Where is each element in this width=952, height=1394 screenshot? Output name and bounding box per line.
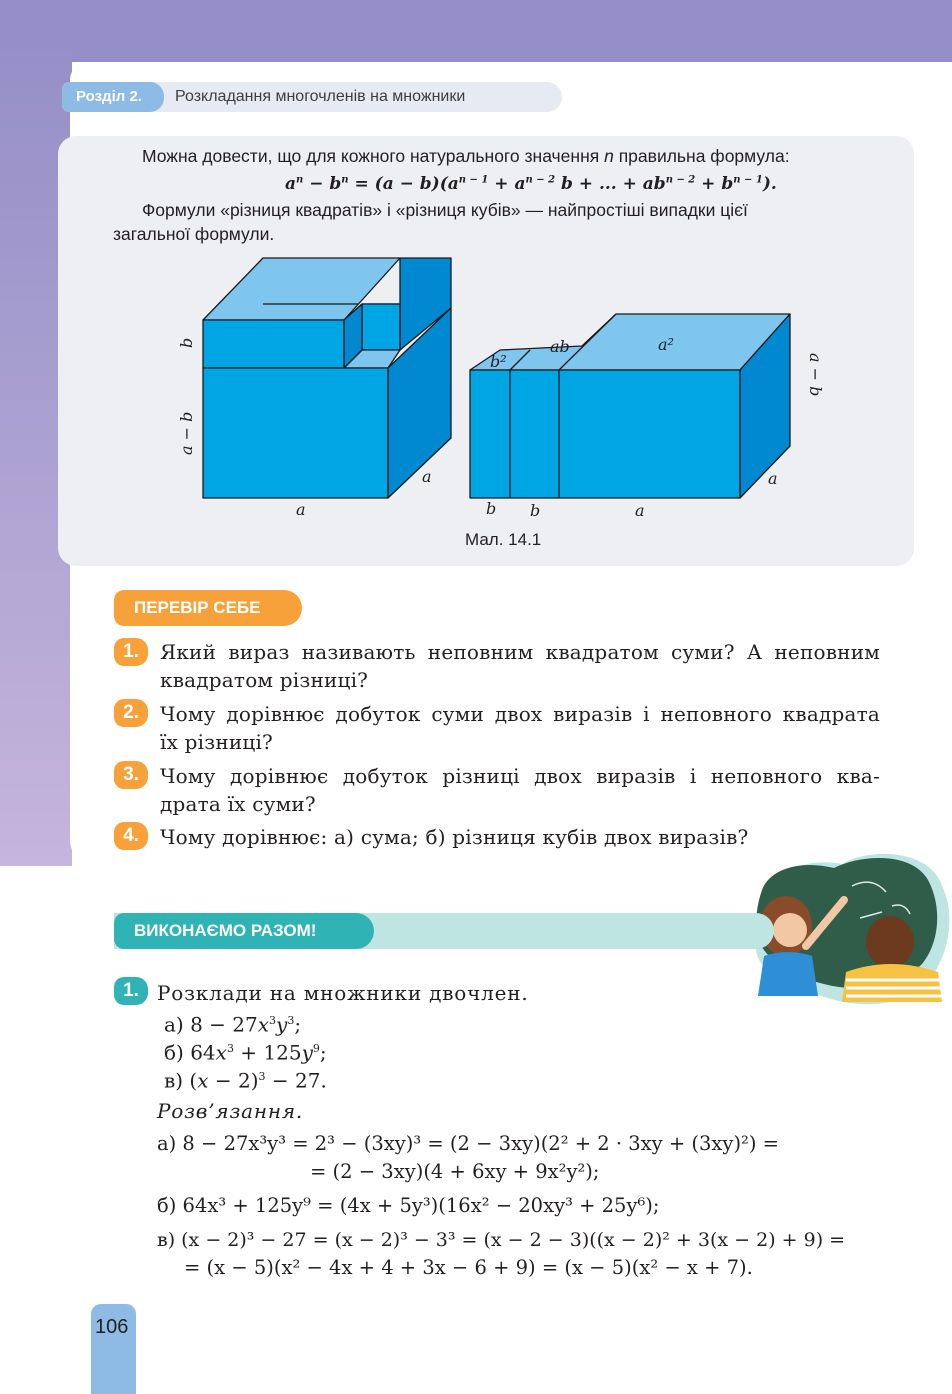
question-1: Який вираз називають неповним квадратом суми? А неповним квадратом різниці? <box>160 640 880 692</box>
left-label-a-bottom: a <box>296 500 306 519</box>
question-3: Чому дорівнює добуток різниці двох виразів і неповного ква- драта їх суми? <box>160 764 880 816</box>
task-1-number: 1. <box>114 977 148 1005</box>
task-1-text: Розклади на множники двочлен. <box>157 981 529 1005</box>
solution-a-line2: = (2 − 3xy)(4 + 6xy + 9x²y²); <box>310 1160 600 1183</box>
question-4: Чому дорівнює: а) сума; б) різниця кубів двох виразів? <box>160 825 749 849</box>
solution-a-line1: а) 8 − 27x³y³ = 2³ − (3xy)³ = (2 − 3xy)(2² + 2 · 3xy + (3xy)²) = <box>157 1132 780 1155</box>
left-notch-back <box>362 304 400 350</box>
task-1-item-c: в) $(x - 2)^3 - 27$. <box>164 1068 327 1093</box>
solution-c-line1: в) (x − 2)³ − 27 = (x − 2)³ − 3³ = (x − 2 − 3)((x − 2)² + 3(x − 2) + 9) = <box>157 1229 846 1251</box>
question-3-number: 3. <box>114 761 148 789</box>
question-4-number: 4. <box>114 822 148 850</box>
page-number: 106 <box>95 1316 129 1338</box>
theory-note-line2: загальної формули. <box>113 224 275 244</box>
question-2-number: 2. <box>114 699 148 727</box>
theory-intro: Можна довести, що для кожного натурального значення n правильна формула: <box>142 146 790 166</box>
section-title: Розкладання многочленів на множники <box>175 88 466 105</box>
question-2: Чому дорівнює добуток суми двох виразів і неповного квадрата їх різниці? <box>160 702 880 754</box>
general-formula: $a^n - b^n = (a - b)(a^{n - 1} + a^{n - 2}$ b + ... + $ab^{n - 2} + b^{n - 1}$). <box>285 174 777 194</box>
right-label-a2: a² <box>658 335 674 354</box>
right-label-a-depth: a <box>768 469 778 488</box>
solution-b: б) 64x³ + 125y⁹ = (4x + 5y³)(16x² − 20xy³ + 25y⁶); <box>157 1194 660 1217</box>
theory-note-line1: Формули «різниця квадратів» і «різниця кубів» — найпростіші випадки цієї <box>142 200 748 220</box>
section-label: Розділ 2. <box>62 82 164 112</box>
solution-c-line2: = (x − 5)(x² − 4x + 4 + 3x − 6 + 9) = (x − 5)(x² − x + 7). <box>184 1256 753 1279</box>
left-label-b: b <box>177 337 196 348</box>
task-1-item-b: б) $64x^3 + 125y^9$; <box>164 1040 327 1065</box>
left-label-a-minus-b: a − b <box>177 411 196 455</box>
left-cube-upper-front <box>203 320 344 368</box>
question-1-number: 1. <box>114 638 148 666</box>
together-title: ВИКОНАЄМО РАЗОМ! <box>114 913 374 949</box>
figure-caption: Мал. 14.1 <box>465 530 542 549</box>
right-label-b-bottom-2: b <box>530 501 541 520</box>
right-label-b2: b² <box>490 352 507 371</box>
right-label-b-bottom-1: b <box>486 499 497 518</box>
right-label-a-minus-b: a − b <box>806 353 825 397</box>
right-label-ab: ab <box>550 337 570 356</box>
task-1-item-a: а) $8 - 27x^3y^3$; <box>164 1012 302 1037</box>
left-label-a-depth: a <box>422 467 432 486</box>
check-yourself-title: ПЕРЕВІР СЕБЕ <box>114 590 302 626</box>
left-cube-lower-front <box>203 368 388 498</box>
top-color-band <box>0 0 952 62</box>
figure-14-1 <box>170 250 830 530</box>
solution-label: Розв’язання. <box>157 1099 304 1123</box>
right-label-a-bottom: a <box>635 501 645 520</box>
